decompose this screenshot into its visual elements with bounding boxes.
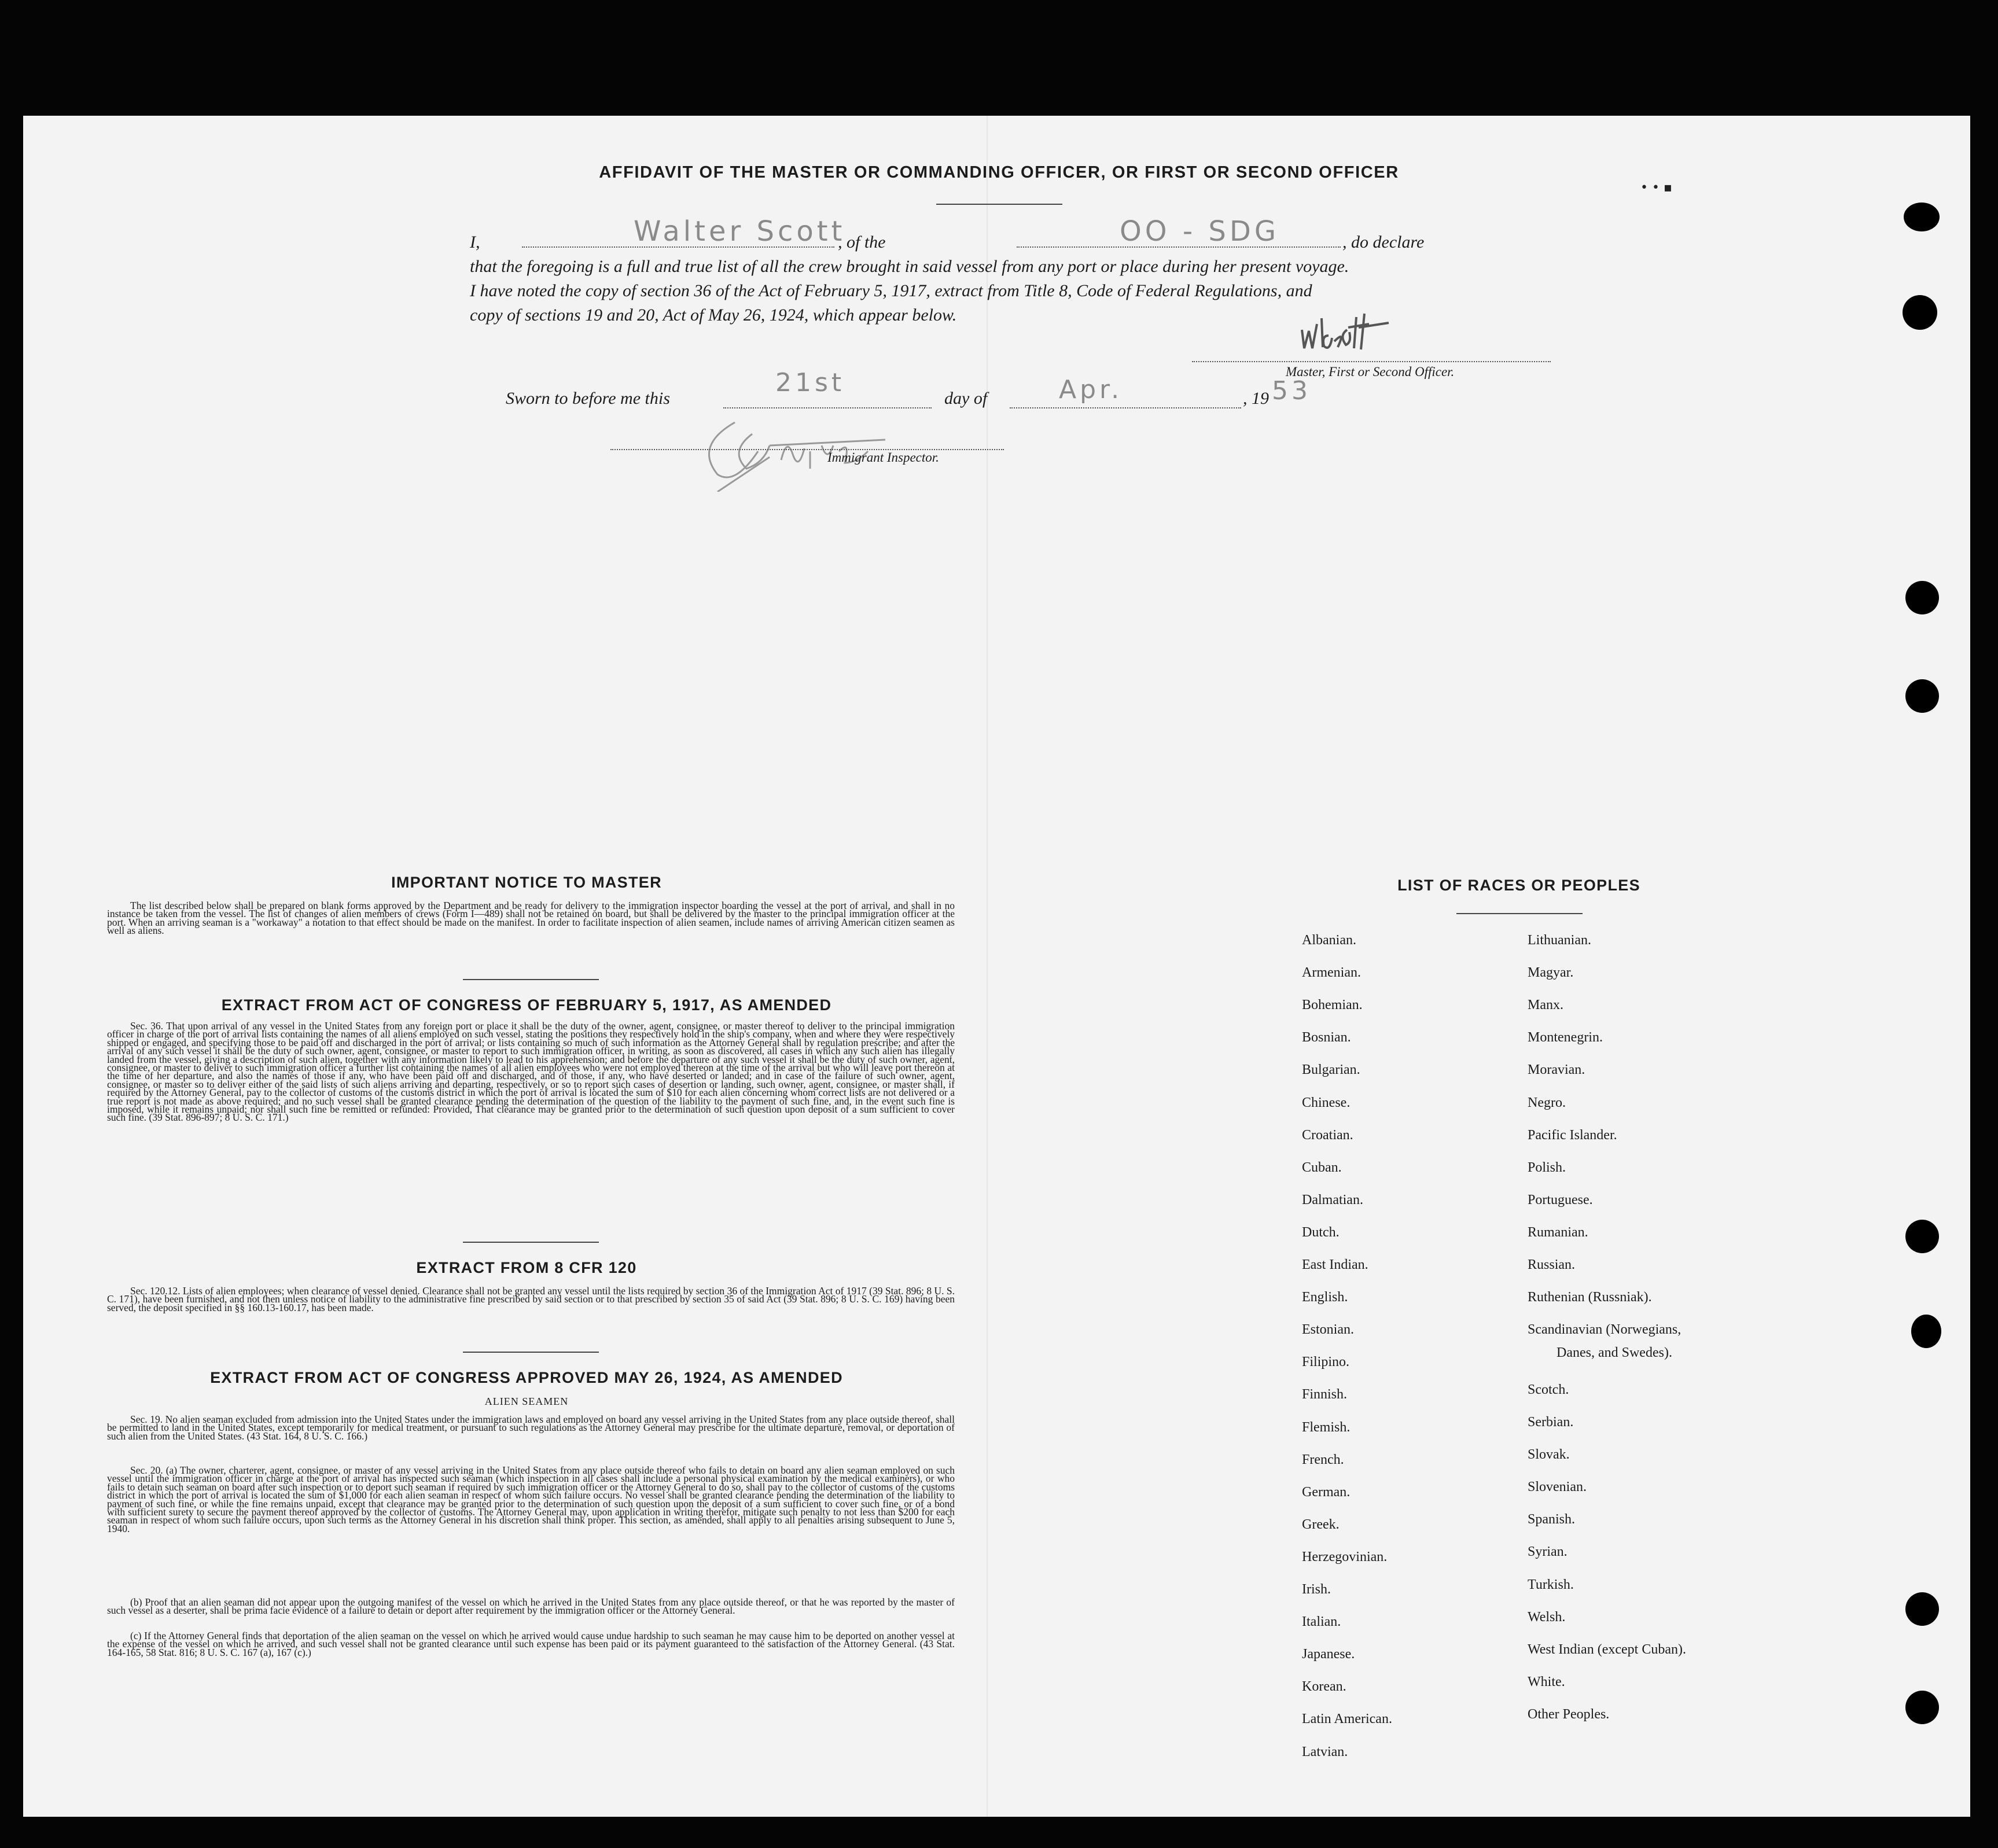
extract-1924-title: EXTRACT FROM ACT OF CONGRESS APPROVED MAY 26, 1924, AS AMENDED [210,1369,843,1386]
race-item: Chinese. [1302,1095,1351,1110]
race-item: Italian. [1302,1614,1341,1630]
race-item: German. [1302,1484,1351,1500]
race-item: Polish. [1528,1159,1566,1175]
sec20b-text: (b) Proof that an alien seaman did not appear upon the outgoing manifest of the vessel on which he arrived in the United States from any place outside thereof, or that he was reported by the master of such vessel as a deserter, shall be prima facie evidence of a failure to detain or deport after requirement by the immigration officer or the Attorney General. [107,1596,955,1617]
race-item-continuation: Danes, and Swedes). [1557,1345,1672,1360]
race-item: Scotch. [1528,1382,1569,1397]
do-declare-text: , do declare [1342,233,1425,252]
race-item: Spanish. [1528,1512,1576,1527]
race-item: Finnish. [1302,1387,1348,1402]
race-item: Pacific Islander. [1528,1127,1617,1143]
handwritten-month: Apr. [1059,375,1123,404]
race-item: Lithuanian. [1528,933,1591,948]
race-item: West Indian (except Cuban). [1528,1641,1686,1657]
race-item: Scandinavian (Norwegians, [1528,1322,1681,1338]
sworn-text: Sworn to before me this [506,389,670,408]
master-signature-line [1192,361,1551,362]
race-item: Syrian. [1528,1544,1568,1560]
race-item: Greek. [1302,1516,1340,1532]
race-item: Welsh. [1528,1609,1566,1625]
race-item: Moravian. [1528,1062,1585,1078]
master-signature [1296,307,1412,359]
race-item: Japanese. [1302,1647,1355,1662]
section-rule [463,1352,599,1353]
race-item: White. [1528,1674,1565,1689]
punch-hole [1905,679,1939,713]
race-item: Serbian. [1528,1415,1574,1430]
section-rule [463,979,599,980]
handwritten-vessel: OO - SDG [1120,215,1280,248]
section-rule [463,1242,599,1243]
punch-hole [1911,1315,1941,1348]
race-item: Latin American. [1302,1711,1392,1727]
punch-hole [1905,1691,1939,1724]
inspector-label: Immigrant Inspector. [827,450,939,465]
sec20a-text: Sec. 20. (a) The owner, charterer, agent, consignee, or master of any vessel arriving in the United States from any place outside thereof who fails to detain on board any alien seaman employed on such vessel until the immigration officer in charge at the port of arrival has inspected such seaman (which inspection in all cases shall include a personal physical examination by the medical examiners), or who fails to detain such seaman on board after such inspection or to deport such seaman if required by such immigration officer or the Attorney General to do so, shall pay to the collector of customs of the customs district in which the port of arrival is located the sum of $1,000 for each alien seaman in respect of whom such failure occurs. No vessel shall be granted clearance pending the determination of the liability to payment of such fine, or while the fine remains unpaid, except that clearance may be granted prior to the determination of such question upon the deposit of a sum sufficient to cover such fine, or of a bond with sufficient surety to secure the payment thereof approved by the collector of customs. The Attorney General may, upon application in writing therefor, mitigate such penalty to not less than $200 for each seaman in respect of whom such failure occurs, upon such terms as the Attorney General in his discretion shall think proper. This section, as amended, shall apply to all penalties arising subsequent to June 5, 1940. [107,1464,955,1534]
punch-hole [1903,295,1937,330]
master-label: Master, First or Second Officer. [1286,365,1455,379]
race-item: French. [1302,1452,1344,1467]
sec20c-text: (c) If the Attorney General finds that deportation of the alien seaman on the vessel on which he arrived would cause undue hardship to such seaman he may cause him to be deported on another vessel at the expense of the vessel on which he arrived, and such vessel shall not be granted clearance until such expense has been paid or its payment guaranteed to the satisfaction of the Attorney General. (43 Stat. 164-165, 58 Stat. 816; 8 U. S. C. 167 (a), 167 (c).) [107,1630,955,1658]
extract-cfr-title: EXTRACT FROM 8 CFR 120 [416,1259,637,1276]
fold-line [987,116,988,1817]
race-item: English. [1302,1290,1348,1305]
punch-hole [1905,581,1939,614]
race-item: Portuguese. [1528,1192,1593,1208]
punch-hole [1905,1220,1939,1253]
extract-1917-title: EXTRACT FROM ACT OF CONGRESS OF FEBRUARY 5, 1917, AS AMENDED [221,996,832,1014]
race-item: Turkish. [1528,1577,1574,1592]
speck-marks: • • ▪ [1640,181,1672,195]
race-item: Montenegrin. [1528,1030,1603,1046]
race-item: Herzegovinian. [1302,1549,1388,1564]
race-item: Armenian. [1302,965,1361,981]
race-item: Negro. [1528,1095,1566,1110]
sec19-text: Sec. 19. No alien seaman excluded from admission into the United States under the immigration laws and employed on board any vessel arriving in the United States from any place outside thereof, shall be permitted to land in the United States, except temporarily for medical treatment, or pursuant to such regulations as the Attorney General may prescribe for the ultimate departure, removal, or deportation of such alien from the United States. (43 Stat. 164, 8 U. S. C. 166.) [107,1413,955,1442]
handwritten-year: 53 [1272,376,1311,406]
race-item: Rumanian. [1528,1224,1588,1240]
notice-title: IMPORTANT NOTICE TO MASTER [391,874,662,891]
race-item: Flemish. [1302,1419,1351,1435]
title-rule [936,204,1062,205]
race-item: Croatian. [1302,1127,1353,1143]
races-title: LIST OF RACES OR PEOPLES [1397,877,1640,894]
race-item: Bulgarian. [1302,1062,1360,1078]
affidavit-title: AFFIDAVIT OF THE MASTER OR COMMANDING OFFICER, OR FIRST OR SECOND OFFICER [599,163,1399,182]
race-item: Magyar. [1528,965,1574,981]
extract-1917-text: Sec. 36. That upon arrival of any vessel in the United States from any foreign port or place it shall be the duty of the owner, agent, consignee, or master thereof to deliver to the principal immigration officer in charge of the port of arrival lists containing the names of all aliens employed on such vessel, stating the positions they respectively hold in the ship's company, when and where they were respectively shipped or engaged, and specifying those to be paid off and discharged in the port of arrival; or lists containing so much of such information as the Attorney General shall by regulation prescribe; and after the arrival of any such vessel it shall be the duty of such owner, agent, consignee, or master to report to such immigration officer, in writing, as soon as discovered, all cases in which any such alien has illegally landed from the vessel, giving a description of such alien, together with any information likely to lead to his apprehension; and before the departure of any such vessel it shall be the duty of such owner, agent, consignee, or master to deliver to such immigration officer a further list containing the names of all alien employees who were not employed thereon at the time of the arrival but who will leave port thereon at the time of her departure, and also the names of those if any, who have been paid off and discharged, and of those, if any, who have deserted or landed; and in case of the failure of such owner, agent, consignee, or master so to deliver either of the said lists of such aliens arriving and departing, respectively, or so to report such cases of desertion or landing, such owner, agent, consignee, or master shall, if required by the Attorney General, pay to the collector of customs of the customs district in which the port of arrival is located the sum of $10 for each alien concerning whom correct lists are not delivered or a true report is not made as above required; and no such vessel shall be granted clearance pending the determination of the question of the liability to the payment of such fine, and, in the event such fine is imposed, while it remains unpaid; nor shall such fine be remitted or refunded: Provided, That clearance may be granted prior to the determination of such question upon deposit of a sum sufficient to cover such fine. (39 Stat. 896-897; 8 U. S. C. 171.) [107,1020,955,1124]
race-item: Dalmatian. [1302,1192,1363,1208]
handwritten-name: Walter Scott [634,215,846,248]
i-word: I, [470,233,480,252]
race-item: Slovak. [1528,1447,1570,1463]
year-prefix: , 19 [1243,389,1269,408]
race-item: Slovenian. [1528,1479,1587,1495]
race-item: Bosnian. [1302,1030,1351,1046]
punch-hole [1905,1592,1939,1626]
declaration-line-4: copy of sections 19 and 20, Act of May 26, 1924, which appear below. [470,305,957,325]
races-title-rule [1456,913,1583,914]
inspector-signature [700,405,943,492]
of-the-text: , of the [838,233,886,252]
month-line [1010,407,1241,408]
race-item: Filipino. [1302,1354,1350,1370]
race-item: Estonian. [1302,1322,1354,1338]
extract-cfr-text: Sec. 120.12. Lists of alien employees; when clearance of vessel denied. Clearance shall not be granted any vessel until the lists required by section 36 of the Immigration Act of 1917 (39 Stat. 896; 8 U. S. C. 171), have been furnished, and not then unless notice of liability to the administrative fine prescribed by said section or to that prescribed by section 35 of said Act (39 Stat. 896; 8 U. S. C. 169) having been served, the deposit specified in §§ 160.13-160.17, has been made. [107,1285,955,1313]
race-item: Korean. [1302,1679,1346,1695]
race-item: Irish. [1302,1582,1331,1597]
race-item: Cuban. [1302,1159,1342,1175]
race-item: Albanian. [1302,933,1356,948]
inspector-signature-line [610,449,1004,450]
race-item: Bohemian. [1302,997,1363,1013]
race-item: Other Peoples. [1528,1706,1610,1722]
declaration-line-2: that the foregoing is a full and true list of all the crew brought in said vessel from any port or place during her present voyage. [470,257,1349,276]
race-item: Russian. [1528,1257,1576,1272]
punch-hole [1904,203,1940,231]
race-item: Manx. [1528,997,1563,1013]
race-item: Latvian. [1302,1744,1348,1759]
notice-text: The list described below shall be prepared on blank forms approved by the Department and be ready for delivery to the immigration inspector boarding the vessel at the port of arrival, and shall in no instance be taken from the vessel. The list of changes of alien members of crews (Form I—489) shall not be retained on board, but shall be delivered by the master to the principal immigration officer at the port. When an arriving seaman is a "workaway" a notation to that effect should be made on the manifest. In order to facilitate inspection of alien seamen, include names of arriving American citizen seamen as well as aliens. [107,900,955,937]
race-item: East Indian. [1302,1257,1368,1272]
declaration-line-3: I have noted the copy of section 36 of the Act of February 5, 1917, extract from Title 8, Code of Federal Regulations, and [470,281,1312,300]
race-item: Ruthenian (Russniak). [1528,1290,1652,1305]
day-of-text: day of [944,389,988,408]
alien-seamen-subtitle: ALIEN SEAMEN [484,1396,569,1407]
document-sheet [23,116,1970,1817]
handwritten-day: 21st [775,368,845,397]
race-item: Dutch. [1302,1224,1340,1240]
